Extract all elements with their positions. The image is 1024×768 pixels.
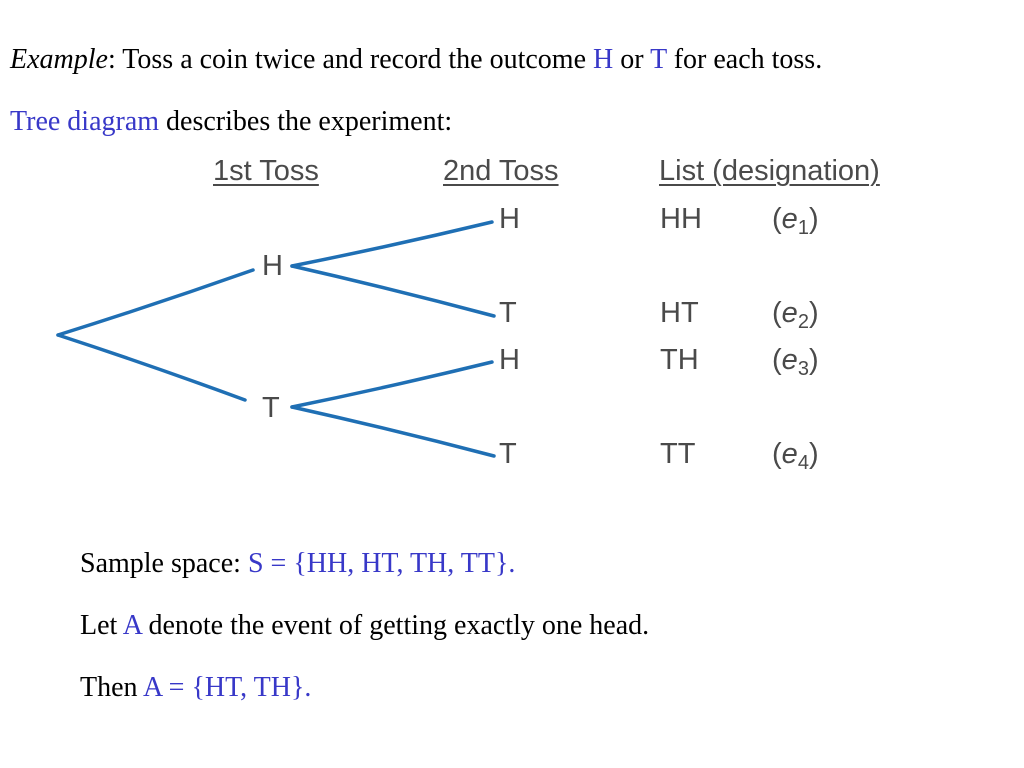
outcome-designation: $(e_1)$	[772, 203, 819, 239]
branch-h-h	[292, 222, 492, 266]
event-result-line	[80, 672, 311, 704]
event-a: A	[122, 610, 142, 641]
event-let: Let	[80, 610, 123, 641]
second-toss-node-tt: T	[499, 438, 517, 470]
second-toss-node-ht: T	[499, 297, 517, 329]
first-toss-node-h: H	[262, 250, 283, 282]
sample-space-line	[80, 548, 515, 580]
outcome-pair: HT	[660, 297, 699, 329]
event-definition-rest: denote the event of getting exactly one head.	[141, 610, 650, 641]
branch-h-t	[292, 266, 494, 316]
event-definition-line	[80, 610, 649, 642]
outcome-designation: $(e_4)$	[772, 438, 819, 474]
sample-space-label: Sample space:	[80, 548, 248, 579]
tree-diagram-term: Tree diagram	[10, 106, 160, 137]
outcome-designation: $(e_2)$	[772, 297, 819, 333]
outcome-h: H	[593, 44, 614, 75]
intro-text-1: Toss a coin twice and record the outcome	[122, 44, 594, 75]
branch-t-h	[292, 362, 492, 407]
intro-separator: :	[107, 44, 123, 75]
outcome-designation: $(e_3)$	[772, 344, 819, 380]
outcome-t: T	[650, 44, 667, 75]
first-toss-node-t: T	[262, 392, 280, 424]
header-first-toss: 1st Toss	[213, 155, 319, 187]
tree-intro-rest: describes the experiment:	[159, 106, 453, 137]
second-toss-node-hh: H	[499, 203, 520, 235]
second-toss-node-th: H	[499, 344, 520, 376]
branch-root-t	[58, 335, 245, 400]
outcome-pair: HH	[660, 203, 702, 235]
outcome-pair: TT	[660, 438, 696, 470]
example-label: Example	[10, 44, 108, 75]
event-result-value: A = {HT, TH}.	[143, 672, 312, 703]
branch-t-t	[292, 407, 494, 456]
event-then: Then	[80, 672, 143, 703]
intro-text-2: for each toss.	[666, 44, 823, 75]
branch-root-h	[58, 270, 253, 335]
header-list-designation: List (designation)	[659, 155, 880, 187]
sample-space-value: S = {HH, HT, TH, TT}.	[247, 548, 516, 579]
header-second-toss: 2nd Toss	[443, 155, 559, 187]
intro-or: or	[613, 44, 651, 75]
outcome-pair: TH	[660, 344, 699, 376]
